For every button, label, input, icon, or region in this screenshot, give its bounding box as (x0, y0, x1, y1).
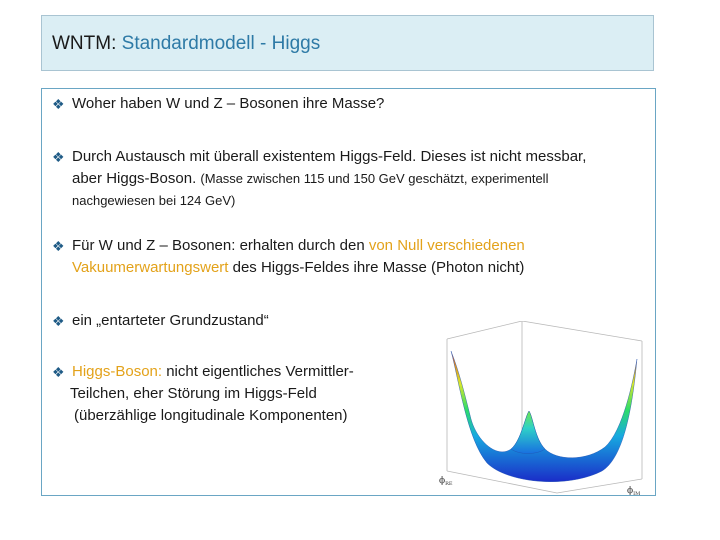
bullet-3 (52, 235, 525, 279)
bullet-4 (52, 310, 269, 332)
bullet-4-text: ein „entarteter Grundzustand“ (72, 312, 269, 329)
bullet-3-accent-a: von Null verschiedenen (368, 237, 525, 254)
slide-title (52, 33, 320, 55)
axis-label-im: $\phi_{IM}$ (627, 486, 641, 496)
diamond-bullet-icon: ❖ (52, 96, 65, 112)
bullet-5 (52, 361, 354, 427)
bullet-2 (52, 146, 586, 212)
axis-label-re: $\phi_{RE}$ (439, 476, 453, 487)
bullet-2-line2-main: aber Higgs-Boson. (72, 170, 197, 187)
content-box (41, 88, 656, 496)
bullet-3-text-a: Für W und Z – Bosonen: erhalten durch den (72, 237, 365, 254)
bullet-1-text: Woher haben W und Z – Bosonen ihre Masse? (72, 95, 385, 112)
diamond-bullet-icon: ❖ (52, 313, 65, 329)
diamond-bullet-icon: ❖ (52, 238, 65, 254)
mexican-hat-potential-plot (437, 321, 652, 496)
diamond-bullet-icon: ❖ (52, 149, 65, 165)
bullet-2-line2 (52, 168, 586, 190)
bullet-3-line1 (52, 235, 525, 257)
title-main: Standardmodell - Higgs (121, 33, 321, 54)
bullet-3-line2 (52, 257, 525, 279)
bullet-2-note-b: nachgewiesen bei 124 GeV) (72, 193, 236, 208)
title-box (41, 15, 654, 71)
bullet-2-line1: Durch Austausch mit überall existentem Higgs-Feld. Dieses ist nicht messbar, (72, 148, 587, 165)
bullet-5-text-c: (überzählige longitudinale Komponenten) (74, 407, 348, 424)
potential-surface (451, 351, 637, 482)
bullet-5-accent: Higgs-Boson: (72, 363, 163, 380)
bullet-1 (52, 93, 384, 115)
bullet-5-line1 (52, 361, 354, 383)
bullet-3-text-b: des Higgs-Feldes ihre Masse (Photon nicht) (232, 259, 525, 276)
bullet-5-text-b: Teilchen, eher Störung im Higgs-Feld (70, 385, 317, 402)
bullet-3-accent-b: Vakuumerwartungswert (72, 259, 229, 276)
diamond-bullet-icon: ❖ (52, 364, 65, 380)
bullet-5-text-a: nicht eigentliches Vermittler- (166, 363, 354, 380)
bullet-2-note-a: (Masse zwischen 115 und 150 GeV geschätzt, experimentell (200, 171, 549, 186)
central-bump (511, 411, 545, 454)
title-prefix: WNTM: (52, 33, 117, 54)
